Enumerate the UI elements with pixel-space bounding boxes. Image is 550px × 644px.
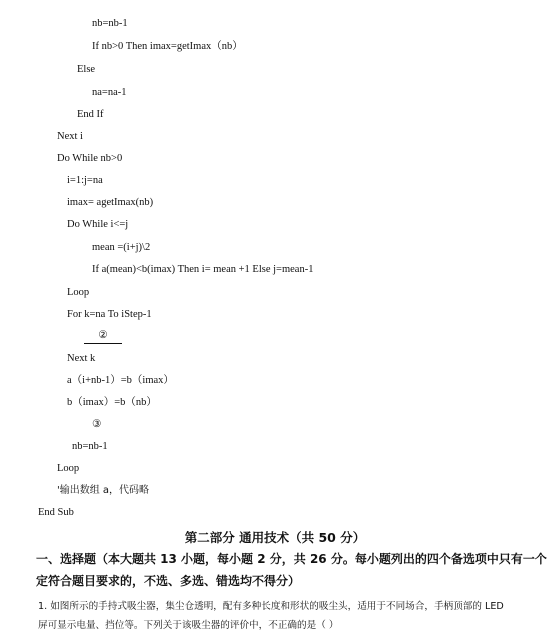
code-line: End Sub bbox=[38, 507, 74, 518]
answer-blank-2: ② bbox=[84, 329, 122, 344]
code-line: If a(mean)<b(imax) Then i= mean +1 Else j=mean-1 bbox=[92, 264, 314, 275]
code-line: b（imax）=b（nb） bbox=[67, 397, 157, 408]
answer-blank-3: ③ bbox=[92, 419, 102, 430]
code-line: Next k bbox=[67, 353, 96, 364]
code-line: a（i+nb-1）=b（imax） bbox=[67, 375, 174, 386]
code-line: If nb>0 Then imax=getImax（nb） bbox=[92, 41, 243, 52]
question-header-line: 一、选择题（本大题共 13 小题，每小题 2 分，共 26 分。每小题列出的四个备选项中只有一个 bbox=[36, 552, 547, 566]
code-line: Do While i<=j bbox=[67, 219, 129, 230]
code-line: imax= agetImax(nb) bbox=[67, 197, 154, 208]
code-line: Loop bbox=[67, 287, 90, 298]
code-line: End If bbox=[77, 109, 104, 120]
code-line: Loop bbox=[57, 463, 80, 474]
question-header-line: 定符合题目要求的，不选、多选、错选均不得分） bbox=[36, 574, 301, 588]
code-line: nb=nb-1 bbox=[72, 441, 108, 452]
code-line: Next i bbox=[57, 131, 83, 142]
code-line: nb=nb-1 bbox=[92, 18, 128, 29]
code-line: mean =(i+j)\2 bbox=[92, 242, 151, 253]
code-line: na=na-1 bbox=[92, 87, 127, 98]
code-line: Else bbox=[77, 64, 96, 75]
section-title: 第二部分 通用技术（共 50 分） bbox=[184, 530, 366, 545]
code-comment: '输出数组 a，代码略 bbox=[57, 485, 150, 496]
code-line: i=1:j=na bbox=[67, 175, 103, 186]
code-line: Do While nb>0 bbox=[57, 153, 123, 164]
question-1-text: 1. 如图所示的手持式吸尘器，集尘仓透明，配有多种长度和形状的吸尘头，适用于不同场合，手柄顶部的 LED bbox=[38, 601, 504, 612]
question-1-text: 屏可显示电量、挡位等。下列关于该吸尘器的评价中，不正确的是（ ） bbox=[38, 620, 339, 631]
code-line: For k=na To iStep-1 bbox=[67, 309, 152, 320]
